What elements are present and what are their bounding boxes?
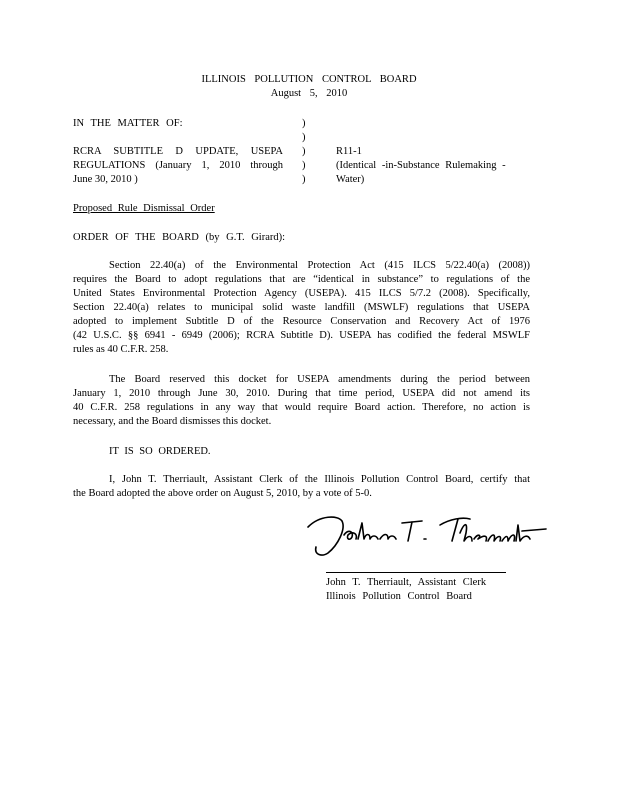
text-line: United States Environmental Protection Agency (USEPA). 415 ILCS 5/7.2 (2008). Specifically, [73, 288, 530, 299]
board-name: ILLINOIS POLLUTION CONTROL BOARD [201, 74, 417, 85]
signature-line [326, 572, 506, 573]
docket-description: (Identical -in-Substance Rulemaking - [336, 160, 506, 171]
text-line: 40 C.F.R. 258 regulations in any way that would require Board action. Therefore, no action is [73, 402, 530, 413]
text-line: (42 U.S.C. §§ 6941 - 6949 (2006); RCRA Subtitle D). USEPA has codified the federal MSWLF [73, 330, 530, 341]
text-line: Section 22.40(a) of the Environmental Protection Act (415 ILCS 5/22.40(a) (2008)) [109, 260, 530, 271]
paragraph-dismissal [73, 373, 530, 429]
caption-parentheses [302, 117, 312, 187]
text-line: requires the Board to adopt regulations that are “identical in substance” to regulations of the [73, 274, 530, 285]
text-line: adopted to implement Subtitle D of the Resource Conservation and Recovery Act of 1976 [73, 316, 530, 327]
so-ordered: IT IS SO ORDERED. [109, 446, 211, 457]
docket-block [336, 145, 521, 187]
caption-line: RCRA SUBTITLE D UPDATE, USEPA [73, 146, 283, 157]
text-line: January 1, 2010 through June 30, 2010. During that time period, USEPA did not amend its [73, 388, 530, 399]
caption-line: REGULATIONS (January 1, 2010 through [73, 160, 283, 171]
text-line: I, John T. Therriault, Assistant Clerk of the Illinois Pollution Control Board, certify that [109, 474, 530, 485]
text-line: necessary, and the Board dismisses this docket. [73, 416, 272, 427]
paren: ) [302, 174, 306, 185]
text-line: rules as 40 C.F.R. 258. [73, 344, 169, 355]
paren: ) [302, 160, 306, 171]
text-line: the Board adopted the above order on August 5, 2010, by a vote of 5-0. [73, 488, 372, 499]
order-date: August 5, 2010 [270, 88, 348, 99]
docket-description: Water) [336, 174, 365, 185]
text-line: The Board reserved this docket for USEPA amendments during the period between [109, 374, 530, 385]
caption-line: June 30, 2010 ) [73, 174, 138, 185]
paren: ) [302, 118, 306, 129]
text-line: Section 22.40(a) relates to municipal solid waste landfill (MSWLF) regulations that USEPA [73, 302, 530, 313]
order-of-board: ORDER OF THE BOARD (by G.T. Girard): [73, 232, 286, 243]
handwritten-signature [300, 505, 550, 567]
paren: ) [302, 132, 306, 143]
paragraph-certification [73, 473, 530, 501]
in-the-matter-label: IN THE MATTER OF: [73, 118, 183, 129]
signer-block [326, 576, 486, 604]
paragraph-authority [73, 259, 530, 357]
docket-number: R11-1 [336, 146, 362, 157]
signer-organization: Illinois Pollution Control Board [326, 591, 472, 602]
case-caption [73, 145, 283, 187]
signer-name: John T. Therriault, Assistant Clerk [326, 577, 487, 588]
document-title: Proposed Rule Dismissal Order [73, 203, 215, 214]
paren: ) [302, 146, 306, 157]
